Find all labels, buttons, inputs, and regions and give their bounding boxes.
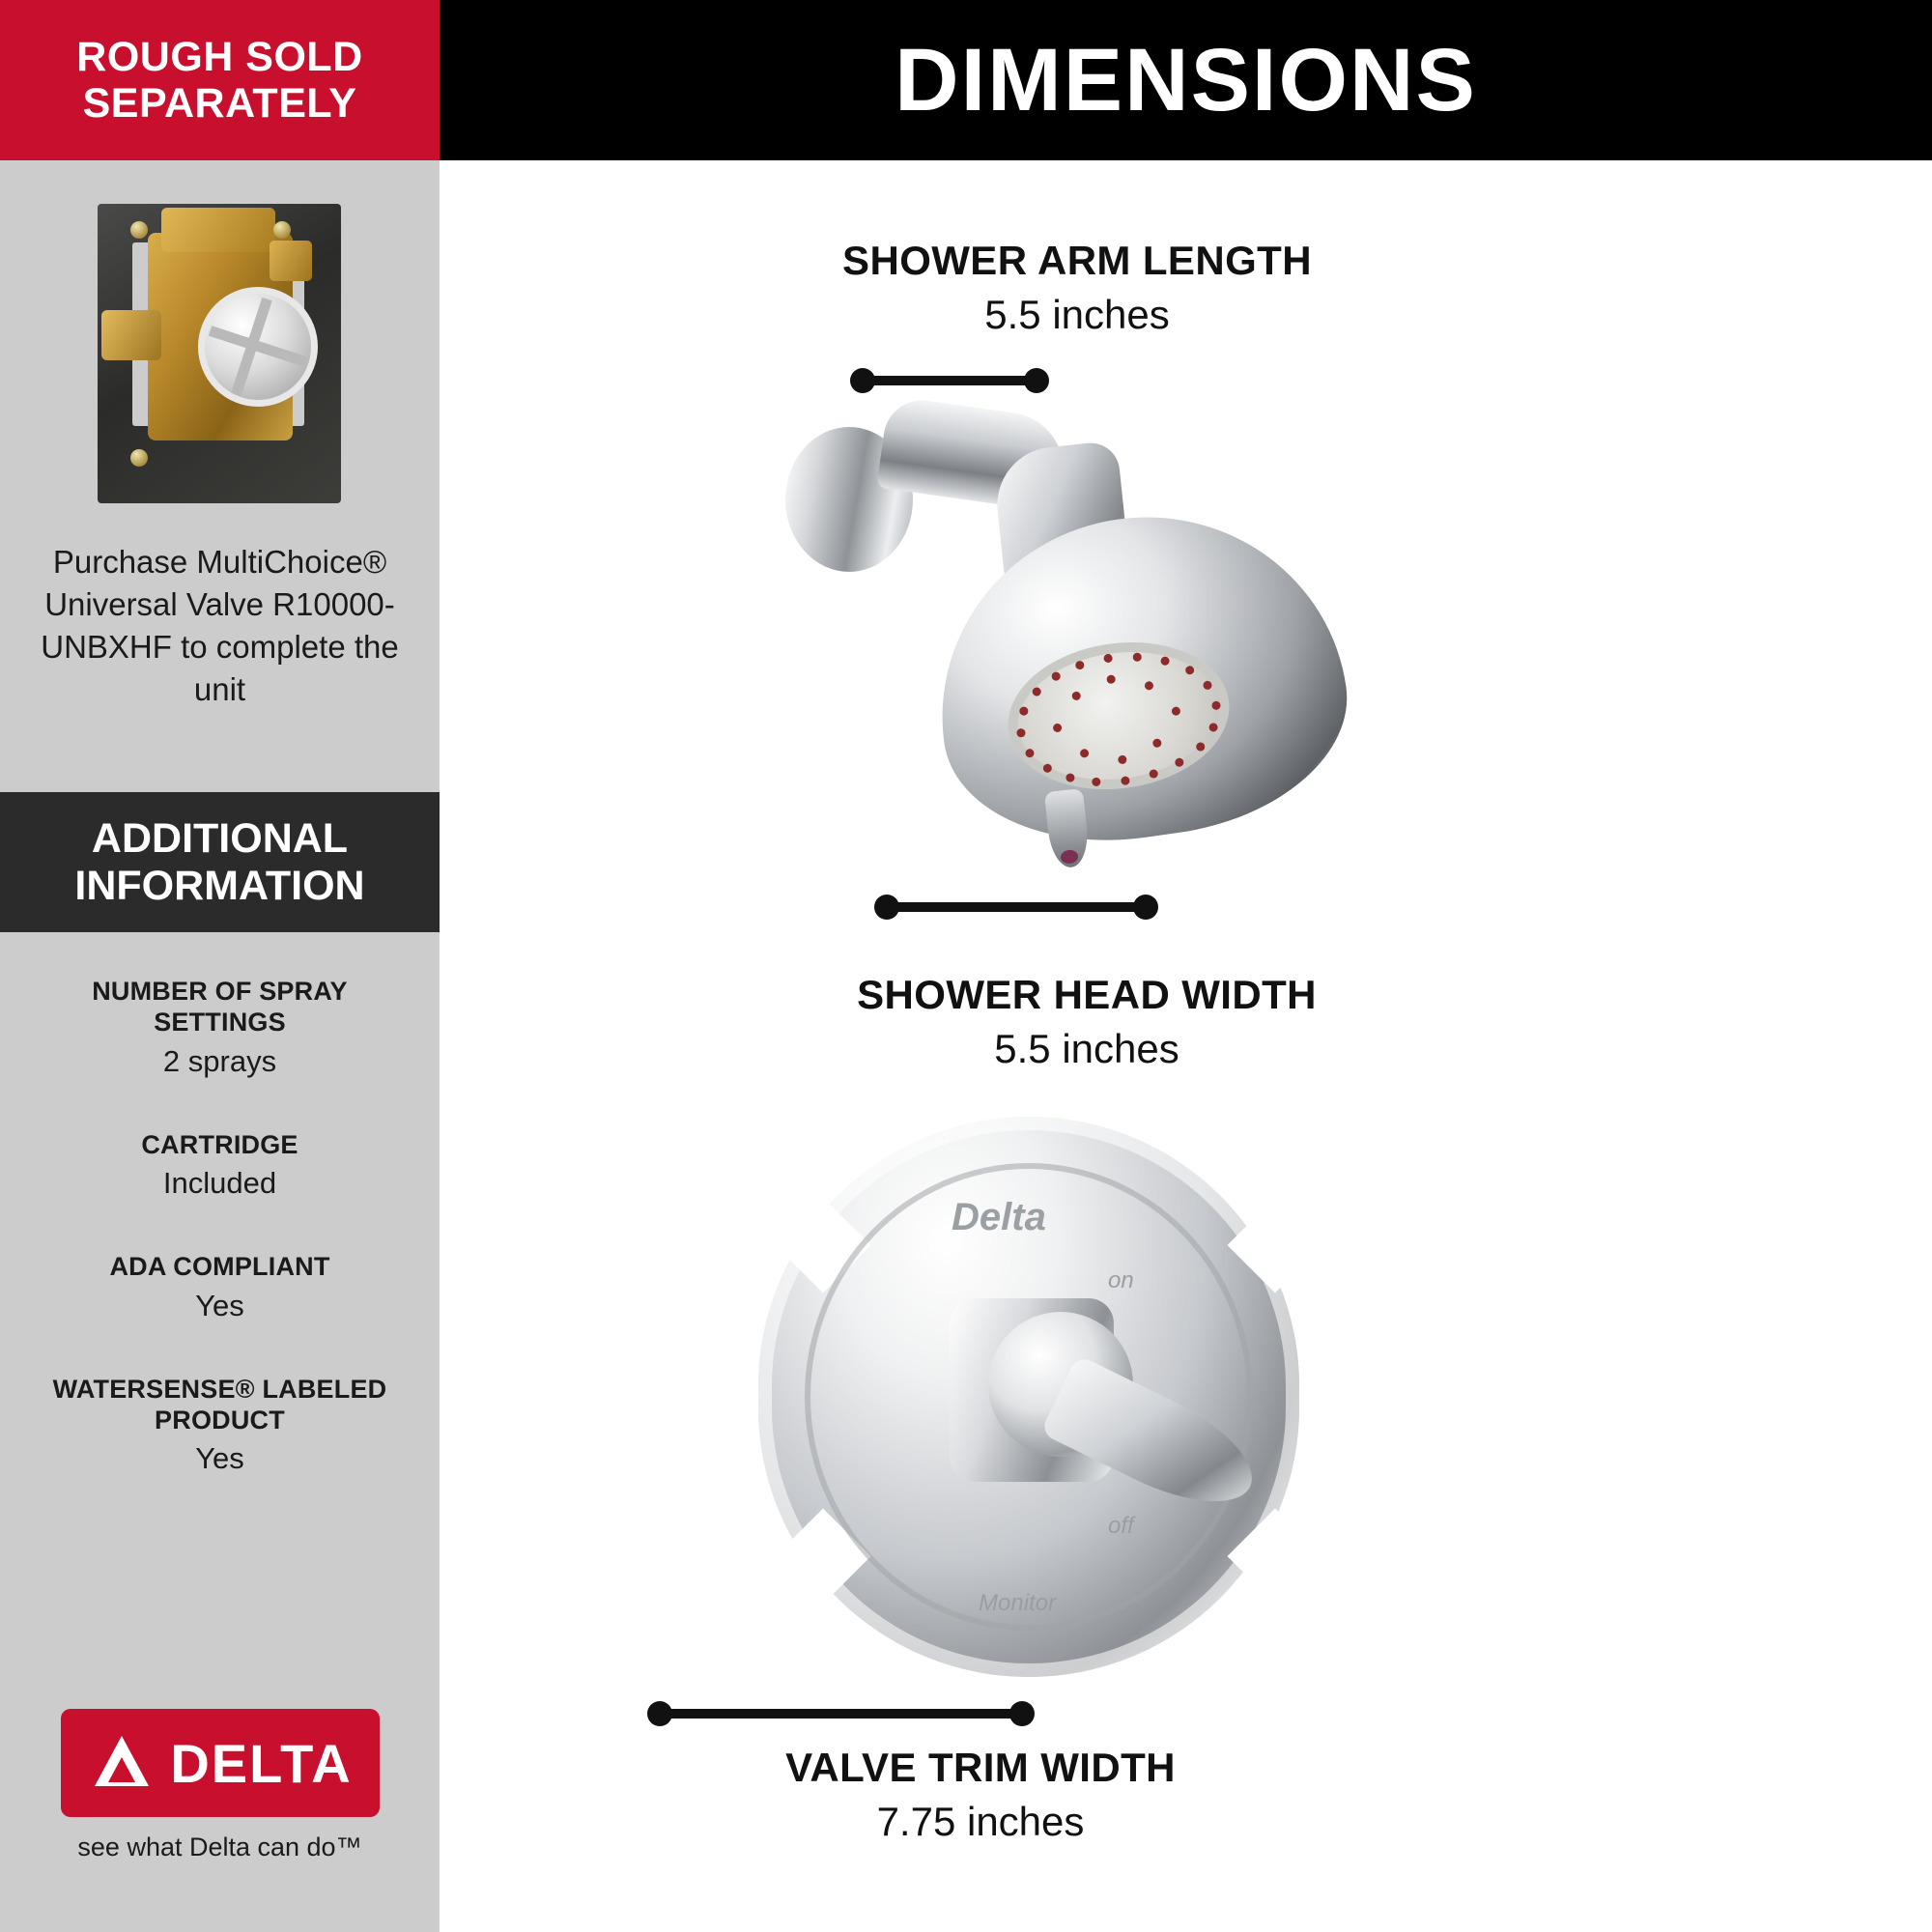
rough-banner-line2: SEPARATELY (82, 80, 357, 127)
delta-tagline: see what Delta can do™ (77, 1833, 362, 1861)
page-title-bar (440, 0, 1932, 160)
off-marking: off (1108, 1513, 1134, 1539)
spec-value: Yes (195, 1441, 244, 1476)
brass-right-port (270, 241, 312, 281)
measurement-valve-trim-width (575, 1745, 1386, 1845)
additional-information-banner (0, 792, 440, 932)
spec-list (0, 976, 440, 1526)
on-marking: on (1108, 1267, 1134, 1293)
additional-banner-line1: ADDITIONAL (91, 815, 349, 863)
spec-item-cartridge (0, 1129, 440, 1201)
brass-top-port (161, 208, 275, 252)
spec-label: CARTRIDGE (141, 1129, 298, 1159)
measurement-shower-head-width (720, 972, 1454, 1072)
main-content (440, 160, 1932, 1932)
delta-wordmark: DELTA (170, 1732, 353, 1794)
shower-head-illustration (758, 354, 1357, 914)
rough-in-valve-image (0, 160, 440, 537)
bracket-screw (130, 221, 148, 239)
measure-endpoint-dot (1009, 1701, 1035, 1726)
delta-logo (0, 1709, 440, 1862)
measure-line-shower-head-width (887, 902, 1143, 912)
measurement-value: 5.5 inches (984, 292, 1170, 337)
spec-value: Included (162, 1166, 277, 1201)
measure-line-valve-trim-width (660, 1709, 1019, 1719)
sidebar (0, 0, 440, 1932)
measurement-shower-arm-length (739, 238, 1415, 338)
spec-value: 2 sprays (162, 1043, 277, 1078)
rough-banner-line1: ROUGH SOLD (76, 33, 363, 80)
measurement-title: SHOWER ARM LENGTH (842, 238, 1312, 283)
spec-item-watersense (0, 1374, 440, 1477)
measure-endpoint-dot (1133, 895, 1158, 920)
spec-item-ada-compliant (0, 1251, 440, 1322)
delta-brand-marking: Delta (952, 1196, 1046, 1238)
delta-triangle-icon (87, 1728, 156, 1798)
spec-label: WATERSENSE® LABELED PRODUCT (52, 1374, 387, 1435)
purchase-note: Purchase MultiChoice® Universal Valve R10000-UNBXHF to complete the unit (41, 544, 399, 707)
shower-head-pivot-spout (1044, 788, 1091, 869)
monitor-marking: Monitor (979, 1590, 1057, 1616)
bracket-screw (130, 449, 148, 467)
additional-banner-line2: INFORMATION (74, 862, 365, 909)
measurement-value: 7.75 inches (876, 1799, 1085, 1844)
rough-in-valve-illustration (80, 183, 360, 516)
spec-item-spray-settings (0, 976, 440, 1079)
brass-left-port (101, 310, 161, 360)
measurement-title: VALVE TRIM WIDTH (785, 1745, 1176, 1790)
spec-value: Yes (195, 1288, 244, 1322)
valve-trim-illustration (729, 1107, 1386, 1725)
bracket-screw (273, 221, 291, 239)
spec-label: ADA COMPLIANT (109, 1252, 330, 1282)
spec-label: NUMBER OF SPRAY SETTINGS (92, 977, 348, 1037)
page-title: DIMENSIONS (895, 30, 1477, 129)
measurement-value: 5.5 inches (994, 1026, 1179, 1071)
rough-sold-separately-banner (0, 0, 440, 160)
delta-logo-badge (61, 1709, 380, 1817)
measurement-title: SHOWER HEAD WIDTH (857, 972, 1317, 1017)
